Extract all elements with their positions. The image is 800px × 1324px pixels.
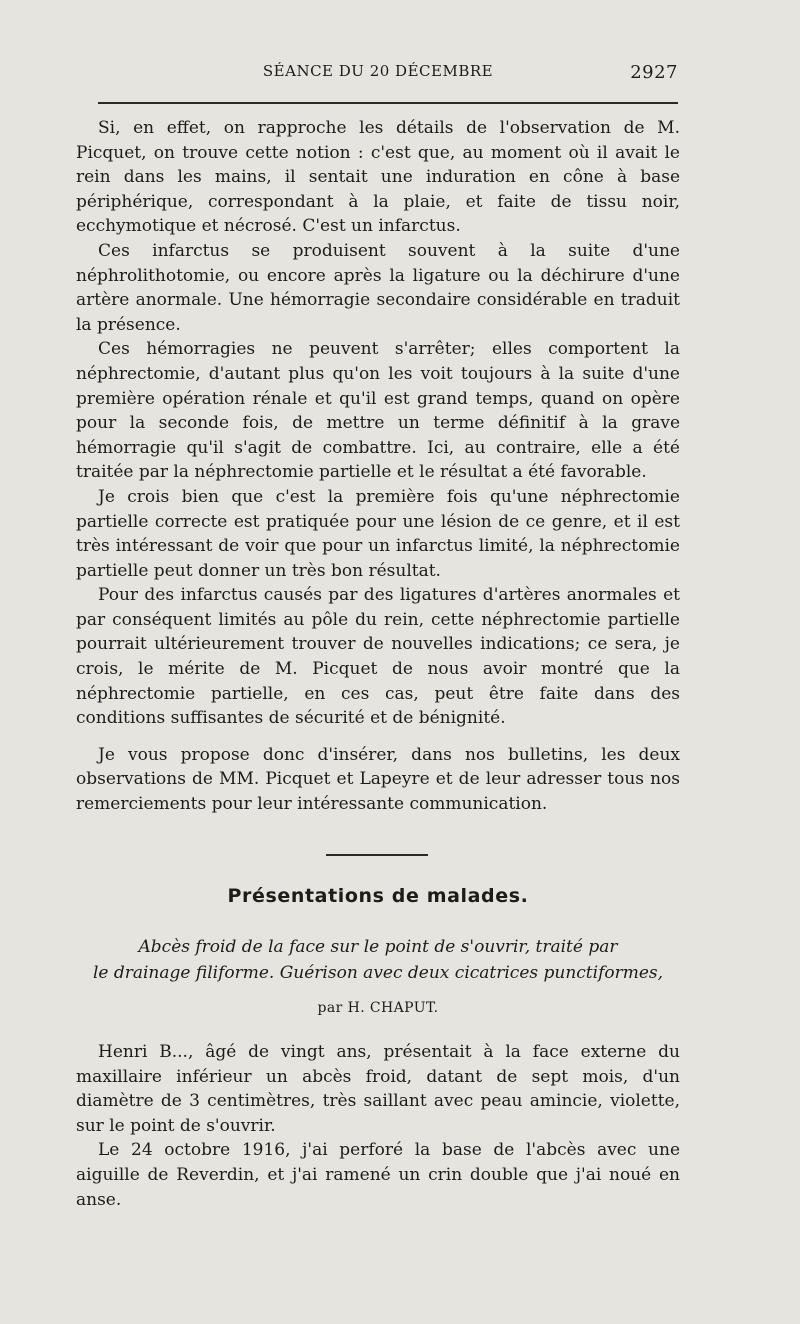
subtitle-line: le drainage filiforme. Guérison avec deux cicatrices punctiformes, xyxy=(92,963,664,983)
section-separator xyxy=(326,854,428,856)
running-header xyxy=(76,62,680,88)
paragraph: Je vous propose donc d'insérer, dans nos bulletins, les deux observations de MM. Picquet et Lapeyre et de leur adresser tous nos remerciements pour leur intéressante communication. xyxy=(76,744,680,815)
case-text xyxy=(76,1040,680,1212)
paragraph: Si, en effet, on rapproche les détails de l'observation de M. Picquet, on trouve cette notion : c'est que, au moment où il avait le rein dans les mains, il sentait une induration en cône à base périphérique, correspondant à la plaie, et faite de tissu noir, ecchymotique et nécrosé. C'est un infarctus. xyxy=(76,118,680,237)
running-title: SÉANCE DU 20 DÉCEMBRE xyxy=(262,62,494,80)
paragraph: Le 24 octobre 1916, j'ai perforé la base de l'abcès avec une aiguille de Reverdin, et j'ai ramené un crin double que j'ai noué en anse. xyxy=(76,1140,680,1210)
paragraph: Ces infarctus se produisent souvent à la suite d'une néphrolithotomie, ou encore après la ligature ou la déchirure d'une artère anormale. Une hémorragie secondaire considérable en traduit la présence. xyxy=(76,240,680,335)
paragraph: Henri B..., âgé de vingt ans, présentait à la face externe du maxillaire inférieur un abcès froid, datant de sept mois, d'un diamètre de 3 centimètres, très saillant avec peau amincie, violette, sur le point de s'ouvrir. xyxy=(76,1042,680,1136)
paragraph: Pour des infarctus causés par des ligatures d'artères anormales et par conséquent limités au pôle du rein, cette néphrectomie partielle pourrait ultérieurement trouver de nouvelles indications; ce sera, je crois, le mérite de M. Picquet de nous avoir montré que la néphrectomie partielle, en ces cas, peut être faite dans des conditions suffisantes de sécurité et de bénignité. xyxy=(76,585,680,729)
section-title: Présentations de malades. xyxy=(227,885,529,907)
paragraph: Je crois bien que c'est la première fois qu'une néphrectomie partielle correcte est pratiquée pour une lésion de ce genre, et il est très intéressant de voir que pour un infarctus limité, la néphrectomie partielle peut donner un très bon résultat. xyxy=(76,486,680,581)
subtitle-line: Abcès froid de la face sur le point de s'ouvrir, traité par xyxy=(138,937,618,957)
paragraph: Ces hémorragies ne peuvent s'arrêter; elles comportent la néphrectomie, d'autant plus qu'on les voit toujours à la suite d'une première opération rénale et qu'il est grand temps, quand on opère pour la seconde fois, de mettre un terme définitif à la grave hémorragie qu'il s'agit de combattre. Ici, au contraire, elle a été traitée par la néphrectomie partielle et le résultat a été favorable. xyxy=(76,339,680,483)
header-rule xyxy=(98,102,678,104)
article-subtitle xyxy=(76,934,680,986)
page-number: 2927 xyxy=(630,62,678,83)
main-text xyxy=(76,116,680,817)
author-line: par H. CHAPUT. xyxy=(317,1000,439,1016)
